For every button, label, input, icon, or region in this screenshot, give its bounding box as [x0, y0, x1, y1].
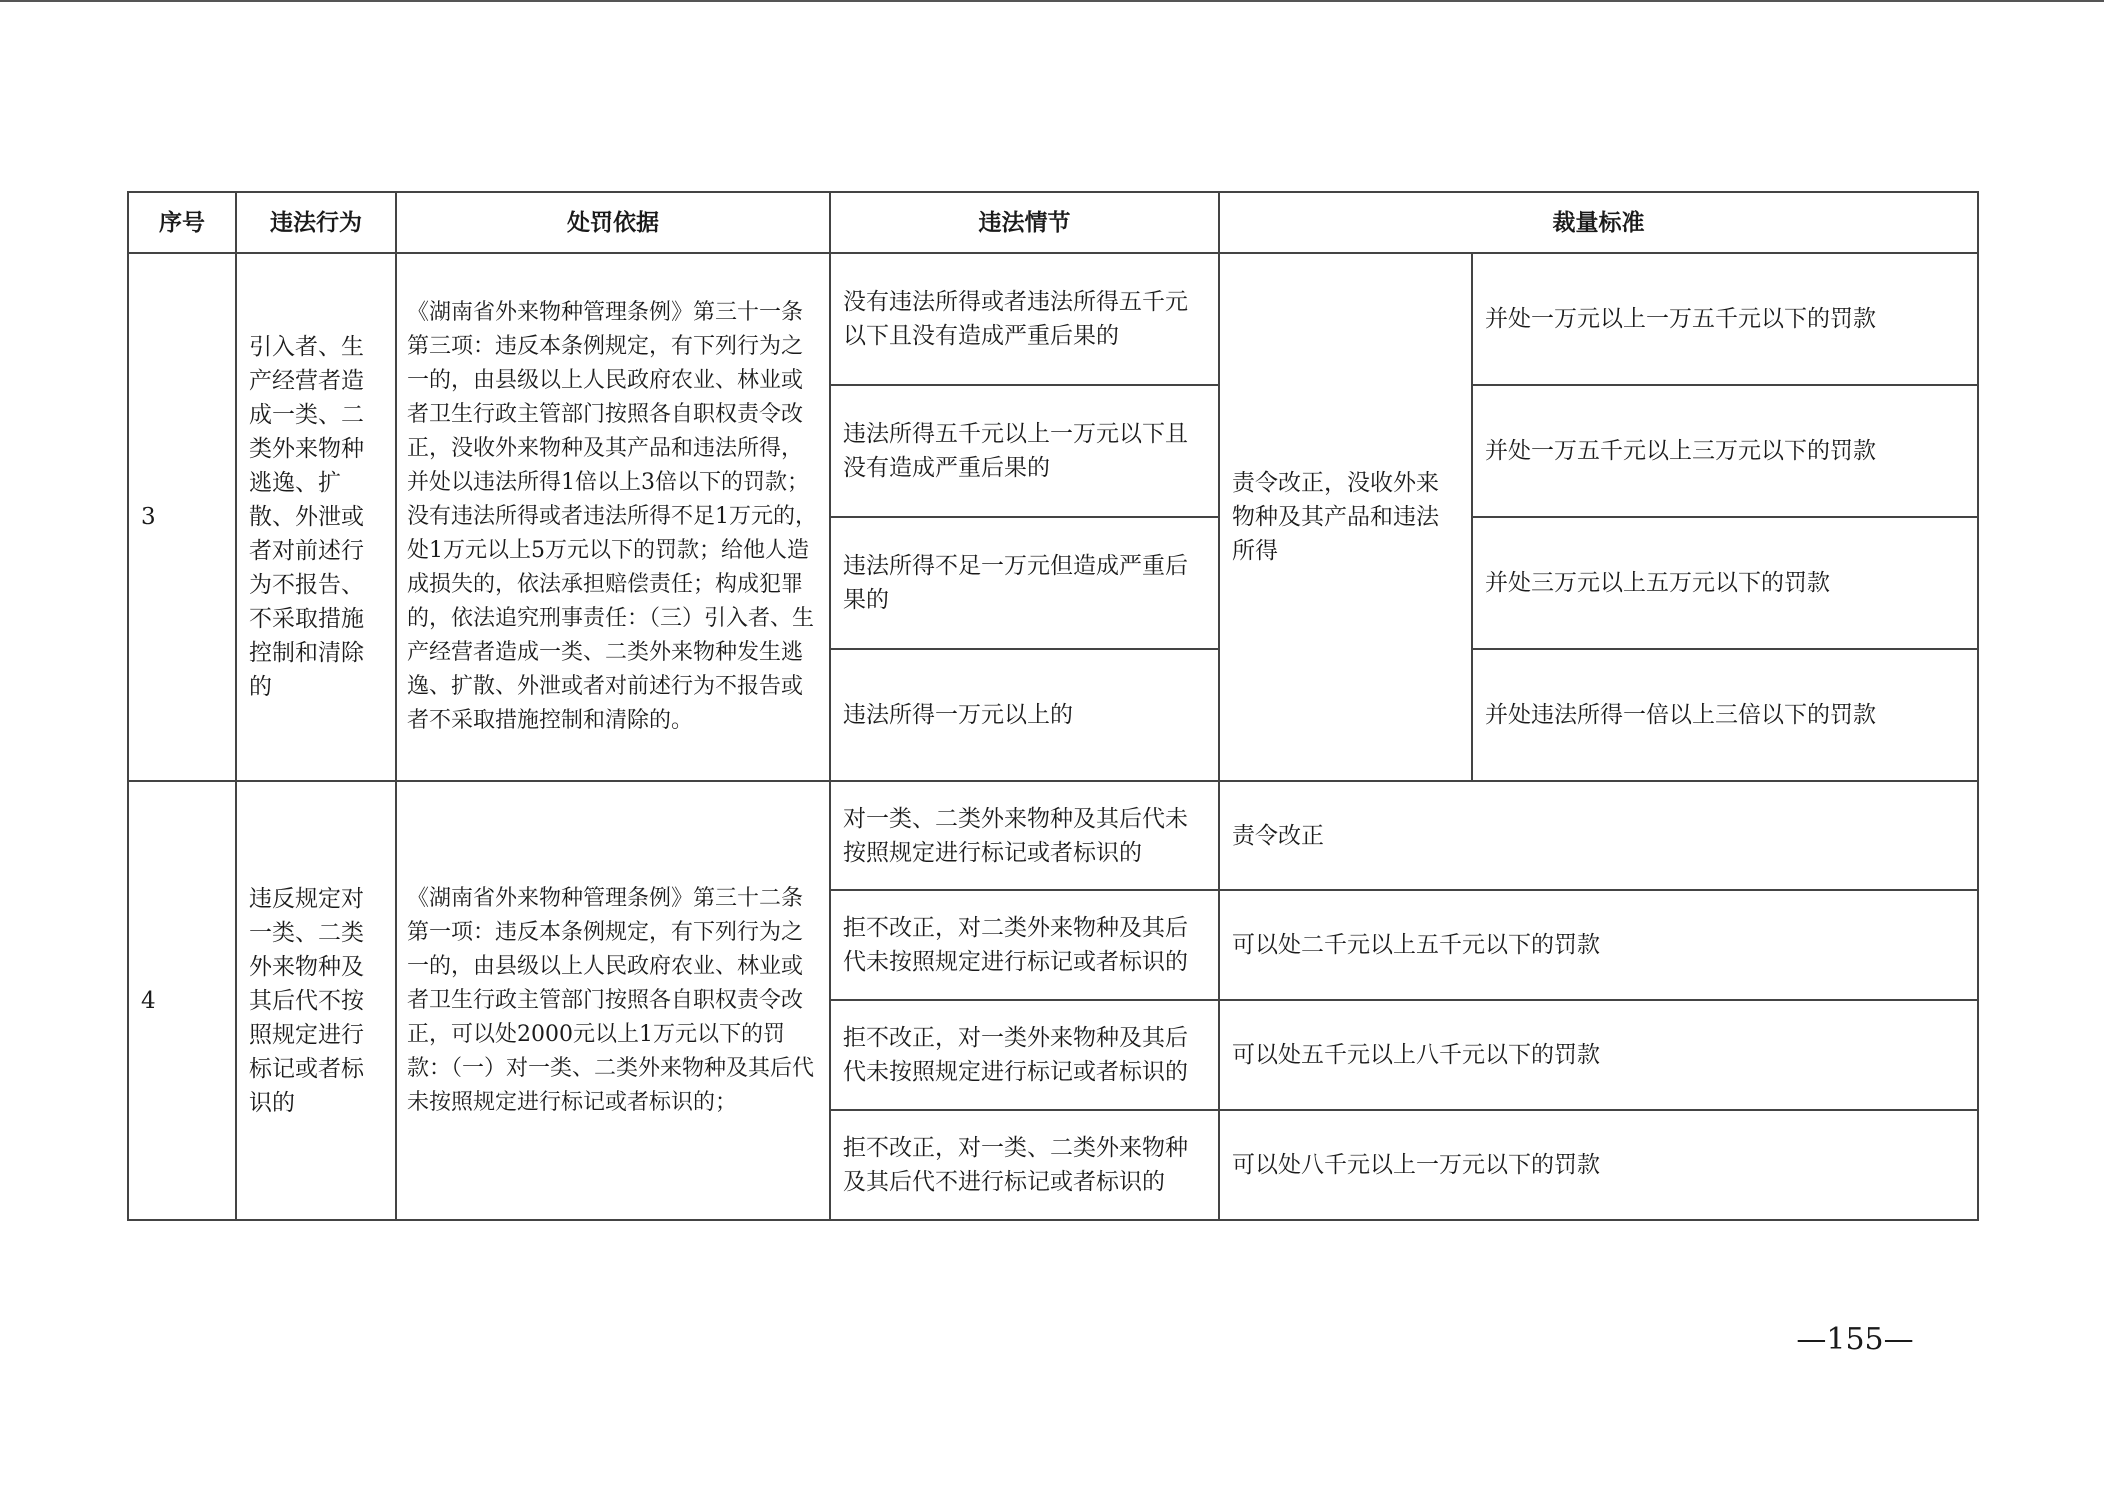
row-standard: 可以处八千元以上一万元以下的罚款: [1219, 1110, 1978, 1220]
table-row: [128, 781, 1978, 890]
row-standard: 并处一万五千元以上三万元以下的罚款: [1472, 385, 1978, 517]
row-standard: 可以处五千元以上八千元以下的罚款: [1219, 1000, 1978, 1110]
header-violation-act: 违法行为: [236, 192, 396, 253]
row-standard: 责令改正: [1219, 781, 1978, 890]
row-violation-act: 引入者、生产经营者造成一类、二类外来物种逃逸、扩散、外泄或者对前述行为不报告、不采取措施控制和清除的: [236, 253, 396, 781]
table-header-row: [128, 192, 1978, 253]
row-circumstance: 拒不改正，对二类外来物种及其后代未按照规定进行标记或者标识的: [830, 890, 1219, 1000]
header-discretion-standard: 裁量标准: [1219, 192, 1978, 253]
row-seq: 3: [128, 253, 236, 781]
row-circumstance: 对一类、二类外来物种及其后代未按照规定进行标记或者标识的: [830, 781, 1219, 890]
row-circumstance: 违法所得五千元以上一万元以下且没有造成严重后果的: [830, 385, 1219, 517]
row-circumstance: 拒不改正，对一类外来物种及其后代未按照规定进行标记或者标识的: [830, 1000, 1219, 1110]
row-circumstance: 拒不改正，对一类、二类外来物种及其后代不进行标记或者标识的: [830, 1110, 1219, 1220]
header-violation-circumstance: 违法情节: [830, 192, 1219, 253]
row-circumstance: 违法所得一万元以上的: [830, 649, 1219, 781]
row-standard: 可以处二千元以上五千元以下的罚款: [1219, 890, 1978, 1000]
row-penalty-basis: 《湖南省外来物种管理条例》第三十二条第一项：违反本条例规定，有下列行为之一的，由县级以上人民政府农业、林业或者卫生行政主管部门按照各自职权责令改正，可以处2000元以上1万元以下的罚款：（一）对一类、二类外来物种及其后代未按照规定进行标记或者标识的；: [396, 781, 830, 1220]
row-standard: 并处违法所得一倍以上三倍以下的罚款: [1472, 649, 1978, 781]
header-seq: 序号: [128, 192, 236, 253]
top-border-line: [0, 0, 2104, 2]
row-seq: 4: [128, 781, 236, 1220]
page-number: —155—: [1796, 1322, 1914, 1357]
row-penalty-basis: 《湖南省外来物种管理条例》第三十一条第三项：违反本条例规定，有下列行为之一的，由县级以上人民政府农业、林业或者卫生行政主管部门按照各自职权责令改正，没收外来物种及其产品和违法所得，并处以违法所得1倍以上3倍以下的罚款；没有违法所得或者违法所得不足1万元的，处1万元以上5万元以下的罚款；给他人造成损失的，依法承担赔偿责任；构成犯罪的，依法追究刑事责任：（三）引入者、生产经营者造成一类、二类外来物种发生逃逸、扩散、外泄或者对前述行为不报告或者不采取措施控制和清除的。: [396, 253, 830, 781]
row-common-measure: 责令改正，没收外来物种及其产品和违法所得: [1219, 253, 1472, 781]
row-circumstance: 没有违法所得或者违法所得五千元以下且没有造成严重后果的: [830, 253, 1219, 385]
header-penalty-basis: 处罚依据: [396, 192, 830, 253]
row-violation-act: 违反规定对一类、二类外来物种及其后代不按照规定进行标记或者标识的: [236, 781, 396, 1220]
row-circumstance: 违法所得不足一万元但造成严重后果的: [830, 517, 1219, 649]
row-standard: 并处三万元以上五万元以下的罚款: [1472, 517, 1978, 649]
table-row: [128, 253, 1978, 385]
row-standard: 并处一万元以上一万五千元以下的罚款: [1472, 253, 1978, 385]
penalty-discretion-table: [127, 191, 1979, 1221]
